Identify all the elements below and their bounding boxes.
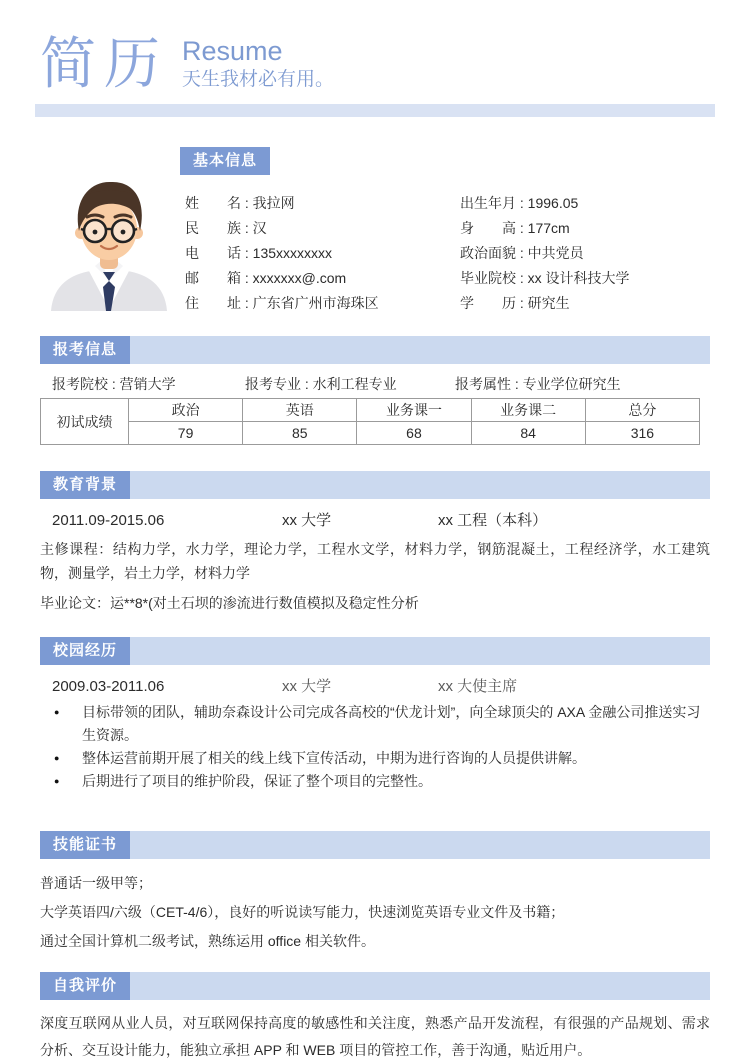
field-separator: : — [511, 376, 523, 392]
page-header — [0, 0, 750, 117]
score-table-value-row — [41, 422, 700, 445]
bullet-dot-icon: ● — [54, 753, 60, 763]
section-title-application: 报考信息 — [40, 336, 130, 364]
field-value: xx 设计科技大学 — [527, 270, 630, 286]
field-separator: : — [516, 295, 528, 311]
campus-meta-line — [40, 677, 710, 697]
field-label: 民 族 — [185, 220, 241, 236]
evaluation-text: 深度互联网从业人员，对互联网保持高度的敏感性和关注度，熟悉产品开发流程，有很强的产品规划、需求分析、交互设计能力，能独立承担 APP 和 WEB 项目的管控工作，善于沟通，贴近用户。 — [40, 1015, 710, 1058]
score-table-header-row — [41, 399, 700, 422]
bullet-dot-icon: ● — [54, 776, 60, 786]
basic-info-row — [185, 191, 460, 216]
score-column-header: 业务课二 — [471, 399, 585, 422]
score-value: 84 — [471, 422, 585, 445]
basic-info-row — [460, 266, 630, 291]
basic-info-row — [460, 191, 630, 216]
field-separator: : — [301, 376, 313, 392]
section-header-strip — [130, 831, 710, 859]
campus-role: xx 大使主席 — [438, 678, 518, 695]
field-label: 毕业院校 — [460, 270, 516, 286]
education-period: 2011.09-2015.06 — [52, 512, 165, 529]
skills-list — [40, 869, 710, 956]
application-fields — [40, 374, 710, 394]
field-separator: : — [516, 270, 528, 286]
jianli-logo: 简历 — [40, 32, 168, 95]
field-separator: : — [516, 195, 528, 211]
section-header-education — [40, 471, 710, 499]
score-column-header: 政治 — [129, 399, 243, 422]
basic-info-columns — [185, 175, 750, 316]
field-separator: : — [241, 195, 253, 211]
field-value: 广东省广州市海珠区 — [252, 295, 379, 311]
score-column-header: 总分 — [585, 399, 699, 422]
field-value: xxxxxxx@.com — [252, 270, 347, 286]
basic-info-row — [185, 241, 460, 266]
section-header-strip — [130, 336, 710, 364]
field-separator: : — [516, 245, 528, 261]
section-title-skills: 技能证书 — [40, 831, 130, 859]
campus-bullet-list — [40, 701, 710, 793]
education-courses: 主修课程：结构力学，水力学，理论力学，工程水文学，材料力学，钢筋混凝土，工程经济学，水工建筑物，测量学，岩土力学，材料力学 — [40, 541, 710, 581]
field-label: 报考属性 — [455, 376, 511, 392]
section-title-campus: 校园经历 — [40, 637, 130, 665]
field-separator: : — [516, 220, 528, 236]
campus-bullet — [40, 747, 710, 770]
campus-period: 2009.03-2011.06 — [52, 678, 165, 695]
basic-info-right-column — [460, 191, 630, 316]
section-title-education: 教育背景 — [40, 471, 130, 499]
score-column-header: 英语 — [243, 399, 357, 422]
field-value: 135xxxxxxxx — [252, 245, 333, 261]
brand-resume-text: Resume — [182, 36, 283, 66]
brand-block — [182, 34, 334, 92]
basic-info-row — [460, 241, 630, 266]
section-header-evaluation — [40, 972, 710, 1000]
field-label: 学 历 — [460, 295, 516, 311]
field-label: 电 话 — [185, 245, 241, 261]
field-value: 研究生 — [527, 295, 570, 311]
field-label: 身 高 — [460, 220, 516, 236]
education-meta-line — [40, 511, 710, 531]
section-title-evaluation: 自我评价 — [40, 972, 130, 1000]
score-value: 85 — [243, 422, 357, 445]
basic-info-row — [460, 216, 630, 241]
score-column-header: 业务课一 — [357, 399, 471, 422]
field-label: 政治面貌 — [460, 245, 516, 261]
avatar-man-illustration — [45, 175, 173, 311]
section-header-application — [40, 336, 710, 364]
field-value: 中共党员 — [527, 245, 584, 261]
field-value: 177cm — [527, 220, 570, 236]
field-label: 报考院校 — [52, 376, 108, 392]
application-field — [40, 374, 245, 394]
field-separator: : — [241, 270, 253, 286]
field-value: 1996.05 — [527, 195, 579, 211]
logo-row — [40, 34, 750, 96]
section-header-campus — [40, 637, 710, 665]
field-label: 邮 箱 — [185, 270, 241, 286]
field-value: 营销大学 — [119, 376, 176, 392]
education-major: xx 工程（本科） — [438, 512, 548, 529]
field-separator: : — [108, 376, 120, 392]
score-table — [40, 398, 700, 445]
score-value: 79 — [129, 422, 243, 445]
bullet-dot-icon: ● — [54, 707, 60, 717]
field-label: 姓 名 — [185, 195, 241, 211]
campus-school: xx 大学 — [282, 678, 332, 695]
bullet-text: 后期进行了项目的维护阶段，保证了整个项目的完整性。 — [82, 773, 432, 789]
skill-item: 通过全国计算机二级考试，熟练运用 office 相关软件。 — [40, 933, 375, 949]
skill-item: 普通话一级甲等； — [40, 875, 152, 891]
field-label: 住 址 — [185, 295, 241, 311]
tagline-text: 天生我材必有用。 — [182, 69, 335, 90]
field-separator: : — [241, 220, 253, 236]
field-value: 汉 — [252, 220, 267, 236]
header-divider-bar — [35, 104, 715, 117]
section-header-skills — [40, 831, 710, 859]
section-header-basic-info — [180, 147, 750, 175]
application-field — [245, 374, 455, 394]
score-value: 316 — [585, 422, 699, 445]
field-value: 我拉网 — [252, 195, 295, 211]
section-header-strip — [130, 637, 710, 665]
field-label: 报考专业 — [245, 376, 301, 392]
basic-info-row — [460, 291, 630, 316]
section-header-strip — [130, 972, 710, 1000]
campus-bullet — [40, 701, 710, 747]
section-title-basic-info: 基本信息 — [180, 147, 270, 175]
field-value: 专业学位研究生 — [522, 376, 621, 392]
field-value: 水利工程专业 — [312, 376, 397, 392]
basic-info-row — [185, 266, 460, 291]
score-row-label: 初试成绩 — [41, 399, 129, 445]
basic-info-left-column — [185, 191, 460, 316]
education-thesis: 毕业论文：运**8*(对土石坝的渗流进行数值模拟及稳定性分析 — [40, 595, 419, 611]
basic-info-section — [45, 175, 750, 316]
application-field — [455, 374, 710, 394]
bullet-text: 整体运营前期开展了相关的线上线下宣传活动，中期为进行咨询的人员提供讲解。 — [82, 750, 586, 766]
basic-info-row — [185, 291, 460, 316]
campus-bullet — [40, 770, 710, 793]
field-separator: : — [241, 245, 253, 261]
field-separator: : — [241, 295, 253, 311]
field-label: 出生年月 — [460, 195, 516, 211]
score-value: 68 — [357, 422, 471, 445]
bullet-text: 目标带领的团队，辅助奈森设计公司完成各高校的“伏龙计划”，向全球顶尖的 AXA 金融公司推送实习生资源。 — [82, 704, 701, 743]
education-school: xx 大学 — [282, 512, 332, 529]
skill-item: 大学英语四/六级（CET-4/6），良好的听说读写能力，快速浏览英语专业文件及书籍； — [40, 904, 565, 920]
section-header-strip — [130, 471, 710, 499]
basic-info-row — [185, 216, 460, 241]
